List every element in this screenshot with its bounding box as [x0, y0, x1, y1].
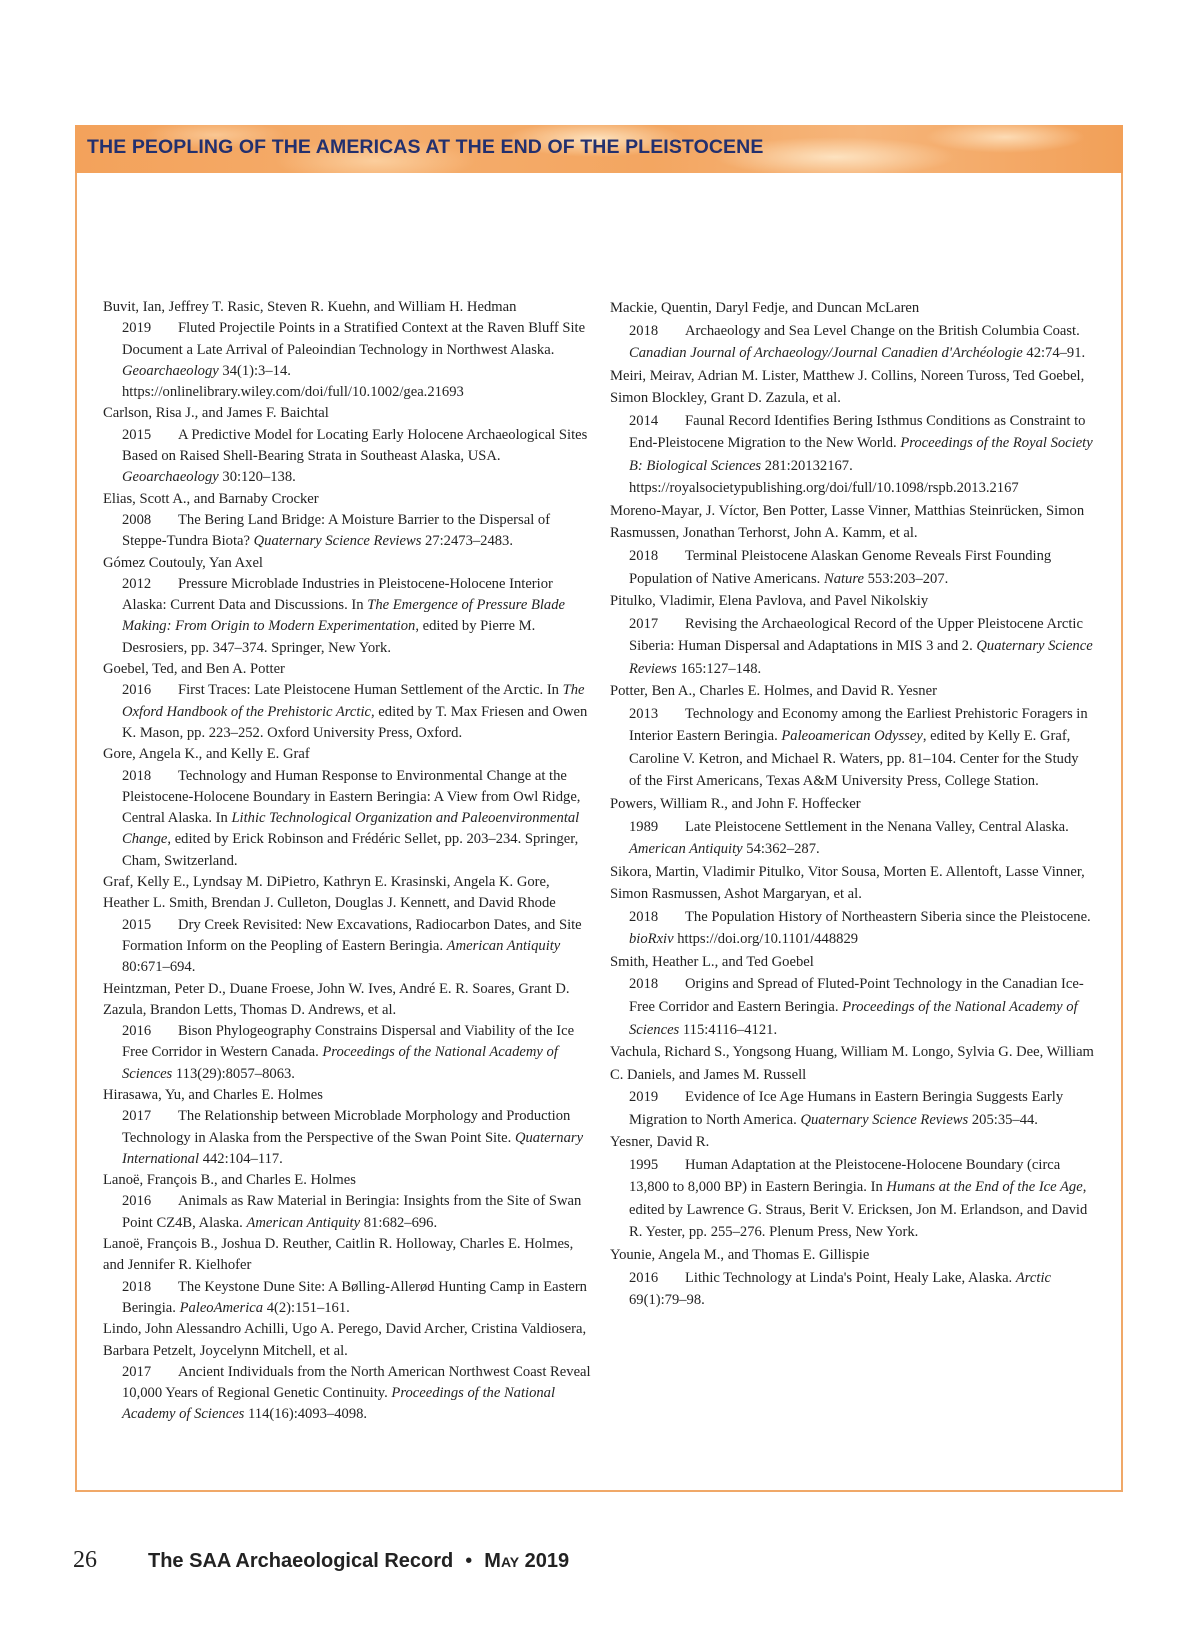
reference-author: Buvit, Ian, Jeffrey T. Rasic, Steven R. Kuehn, and William H. Hedman — [103, 299, 517, 315]
reference-publication — [610, 410, 1094, 500]
reference-author: Pitulko, Vladimir, Elena Pavlova, and Pavel Nikolskiy — [610, 593, 929, 610]
reference-author: Lindo, John Alessandro Achilli, Ugo A. Perego, David Archer, Cristina Valdiosera, Barbara Petzelt, Joycelynn Mitchell, et al. — [103, 1321, 587, 1359]
publication-name: The SAA Archaeological Record — [148, 1550, 454, 1572]
reference-publication — [610, 906, 1094, 951]
reference-details: 81:682–696. — [363, 1214, 438, 1231]
reference-entry — [103, 744, 591, 872]
issue-date: May 2019 — [484, 1550, 570, 1572]
reference-year: 2018 — [629, 976, 659, 993]
reference-entry — [103, 872, 591, 978]
reference-year: 2015 — [122, 916, 152, 933]
reference-entry — [103, 553, 591, 659]
reference-year: 2018 — [629, 548, 659, 565]
reference-publication — [610, 973, 1094, 1041]
reference-entry — [610, 590, 1094, 680]
reference-details: 205:35–44. — [971, 1111, 1038, 1128]
reference-author: Graf, Kelly E., Lyndsay M. DiPietro, Kathryn E. Krasinski, Angela K. Gore, Heather L. Smith, Brendan J. Culleton, Douglas J. Kennett, and David Rhode — [103, 874, 556, 912]
reference-source: Proceedings of the National Academy of Sciences — [629, 998, 1078, 1038]
references-right-column — [610, 297, 1094, 1312]
reference-author: Smith, Heather L., and Ted Goebel — [610, 953, 814, 970]
reference-details: 4(2):151–161. — [266, 1299, 350, 1316]
reference-author: Younie, Angela M., and Thomas E. Gillispie — [610, 1246, 870, 1263]
reference-title: A Predictive Model for Locating Early Holocene Archaeological Sites Based on Raised Shell-Bearing Strata in Southeast Alaska, USA. — [122, 426, 588, 465]
reference-details: 42:74–91. — [1026, 345, 1086, 362]
reference-year: 2019 — [629, 1089, 659, 1106]
reference-publication — [610, 320, 1094, 365]
reference-author: Potter, Ben A., Charles E. Holmes, and David R. Yesner — [610, 683, 937, 700]
page-footer — [73, 1547, 569, 1574]
reference-entry — [610, 951, 1094, 1041]
reference-title: Technology and Economy among the Earliest Prehistoric Foragers in Interior Eastern Beringia. — [629, 705, 1088, 745]
reference-year: 2012 — [122, 575, 152, 592]
reference-year: 2019 — [122, 320, 152, 337]
reference-entry — [610, 861, 1094, 951]
reference-title: Pressure Microblade Industries in Pleistocene-Holocene Interior Alaska: Current Data and Discussions. In — [122, 575, 553, 614]
reference-author: Moreno-Mayar, J. Víctor, Ben Potter, Lasse Vinner, Matthias Steinrücken, Simon Rasmussen, Jonathan Terhorst, John A. Kamm, et al. — [610, 502, 1085, 542]
reference-entry — [103, 1170, 591, 1234]
reference-author: Vachula, Richard S., Yongsong Huang, William M. Longo, Sylvia G. Dee, William C. Daniels, and James M. Russell — [610, 1044, 1094, 1083]
reference-year: 2018 — [629, 908, 659, 925]
reference-source: Quaternary Science Reviews — [629, 638, 1093, 677]
reference-source: Geoarchaeology — [122, 469, 219, 486]
reference-title: The Relationship between Microblade Morphology and Production Technology in Alaska from the Perspective of the Swan Point Site. — [122, 1108, 571, 1146]
reference-year: 2017 — [629, 615, 659, 632]
reference-details: 27:2473–2483. — [425, 533, 513, 550]
footer-bullet: • — [465, 1550, 473, 1572]
reference-author: Elias, Scott A., and Barnaby Crocker — [103, 490, 319, 507]
reference-details: , edited by Kelly E. Graf, Caroline V. Ketron, and Michael R. Waters, pp. 81–104. Center for the Study of the First Americans, Texas A&M University Press, College Station. — [629, 728, 1079, 790]
reference-source: Quaternary International — [122, 1129, 584, 1167]
reference-author: Gore, Angela K., and Kelly E. Graf — [103, 746, 310, 763]
reference-author: Carlson, Risa J., and James F. Baichtal — [103, 405, 329, 422]
reference-details: 113(29):8057–8063. — [175, 1065, 295, 1082]
reference-details: 80:671–694. — [122, 959, 196, 976]
reference-entry — [103, 659, 591, 744]
reference-source: Quaternary Science Reviews — [253, 533, 422, 550]
reference-source: American Antiquity — [446, 937, 561, 954]
reference-details: , edited by Erick Robinson and Frédéric Sellet, pp. 203–234. Springer, Cham, Switzerland. — [122, 831, 579, 869]
reference-details: 69(1):79–98. — [629, 1292, 705, 1309]
reference-author: Sikora, Martin, Vladimir Pitulko, Vitor Sousa, Morten E. Allentoft, Lasse Vinner, Simon Rasmussen, Ashot Margaryan, et al. — [610, 863, 1085, 903]
reference-source: bioRxiv — [629, 931, 674, 948]
reference-source: Proceedings of the National Academy of Sciences — [122, 1385, 556, 1423]
reference-source: The Emergence of Pressure Blade Making: From Origin to Modern Experimentation — [122, 597, 565, 635]
reference-entry — [103, 489, 591, 553]
reference-details: 281:20132167. https://royalsocietypublishing.org/doi/full/10.1098/rspb.2013.2167 — [629, 457, 1019, 497]
reference-entry — [610, 793, 1094, 861]
page-number: 26 — [73, 1547, 97, 1573]
reference-title: The Keystone Dune Site: A Bølling-Allerød Hunting Camp in Eastern Beringia. — [122, 1278, 587, 1316]
reference-source: Quaternary Science Reviews — [800, 1111, 969, 1128]
reference-publication — [610, 1267, 1094, 1312]
reference-source: Arctic — [1015, 1269, 1051, 1286]
reference-entry — [610, 365, 1094, 500]
reference-publication — [103, 1021, 591, 1085]
section-banner — [75, 125, 1123, 173]
reference-publication — [610, 816, 1094, 861]
reference-title: Late Pleistocene Settlement in the Nenana Valley, Central Alaska. — [685, 818, 1069, 835]
reference-details: 114(16):4093–4098. — [248, 1406, 368, 1423]
reference-details: , edited by Pierre M. Desrosiers, pp. 347–374. Springer, New York. — [122, 618, 536, 656]
reference-year: 2008 — [122, 511, 152, 528]
reference-year: 2017 — [122, 1108, 152, 1125]
reference-title: Faunal Record Identifies Bering Isthmus Conditions as Constraint to End-Pleistocene Migration to the New World. — [629, 412, 1086, 452]
references-left-column — [103, 297, 591, 1426]
reference-entry — [103, 1319, 591, 1425]
reference-source: Lithic Technological Organization and Paleoenvironmental Change — [122, 810, 580, 848]
reference-author: Mackie, Quentin, Daryl Fedje, and Duncan McLaren — [610, 300, 920, 316]
reference-source: Geoarchaeology — [122, 362, 219, 379]
reference-author: Goebel, Ted, and Ben A. Potter — [103, 661, 285, 678]
reference-year: 2015 — [122, 426, 152, 443]
reference-details: 165:127–148. — [680, 660, 762, 677]
reference-details: , edited by Lawrence G. Straus, Berit V. Ericksen, Jon M. Erlandson, and David R. Yester, pp. 255–276. Plenum Press, New York. — [629, 1179, 1088, 1241]
reference-publication — [103, 510, 591, 553]
reference-publication — [610, 545, 1094, 590]
reference-publication — [103, 425, 591, 489]
reference-source: Proceedings of the National Academy of Sciences — [122, 1044, 558, 1082]
reference-details: 34(1):3–14. https://onlinelibrary.wiley.com/doi/full/10.1002/gea.21693 — [122, 362, 464, 401]
reference-title: Origins and Spread of Fluted-Point Technology in the Canadian Ice-Free Corridor and Eastern Beringia. — [629, 976, 1084, 1015]
reference-year: 2018 — [629, 322, 659, 339]
reference-source: Canadian Journal of Archaeology/Journal Canadien d'Archéologie — [629, 345, 1023, 362]
reference-entry — [610, 1041, 1094, 1131]
reference-details: 442:104–117. — [202, 1150, 283, 1167]
reference-year: 2016 — [629, 1269, 659, 1286]
reference-title: The Population History of Northeastern Siberia since the Pleistocene. — [685, 908, 1091, 925]
reference-details: https://doi.org/10.1101/448829 — [677, 931, 859, 948]
reference-author: Lanoë, François B., Joshua D. Reuther, Caitlin R. Holloway, Charles E. Holmes, and Jennifer R. Kielhofer — [103, 1236, 574, 1274]
reference-publication — [103, 915, 591, 979]
section-title: THE PEOPLING OF THE AMERICAS AT THE END OF THE PLEISTOCENE — [87, 136, 764, 158]
reference-year: 1995 — [629, 1156, 659, 1173]
reference-publication — [103, 766, 591, 872]
reference-entry — [610, 680, 1094, 793]
reference-details: , edited by T. Max Friesen and Owen K. Mason, pp. 223–252. Oxford University Press, Oxford. — [122, 703, 588, 741]
reference-publication — [610, 1154, 1094, 1244]
reference-title: Archaeology and Sea Level Change on the British Columbia Coast. — [685, 322, 1080, 339]
reference-author: Hirasawa, Yu, and Charles E. Holmes — [103, 1086, 323, 1103]
reference-author: Lanoë, François B., and Charles E. Holmes — [103, 1172, 356, 1189]
reference-year: 2018 — [122, 767, 152, 784]
reference-source: American Antiquity — [246, 1214, 361, 1231]
reference-details: 30:120–138. — [222, 469, 296, 486]
reference-entry — [103, 1234, 591, 1319]
reference-year: 1989 — [629, 818, 659, 835]
reference-publication — [103, 680, 591, 744]
reference-year: 2016 — [122, 682, 152, 699]
reference-source: The Oxford Handbook of the Prehistoric Arctic — [122, 682, 585, 720]
reference-entry — [103, 979, 591, 1085]
reference-entry — [610, 297, 1094, 365]
reference-title: Animals as Raw Material in Beringia: Insights from the Site of Swan Point CZ4B, Alaska. — [122, 1193, 582, 1231]
reference-publication — [103, 1362, 591, 1426]
reference-entry — [103, 403, 591, 488]
reference-title: The Bering Land Bridge: A Moisture Barrier to the Dispersal of Steppe-Tundra Biota? — [122, 511, 551, 550]
reference-author: Heintzman, Peter D., Duane Froese, John W. Ives, André E. R. Soares, Grant D. Zazula, Brandon Letts, Thomas D. Andrews, et al. — [103, 980, 570, 1018]
reference-details: 54:362–287. — [746, 841, 820, 858]
reference-title: Lithic Technology at Linda's Point, Healy Lake, Alaska. — [685, 1269, 1013, 1286]
reference-entry — [610, 1131, 1094, 1244]
reference-author: Meiri, Meirav, Adrian M. Lister, Matthew J. Collins, Noreen Tuross, Ted Goebel, Simon Blockley, Grant D. Zazula, et al. — [610, 367, 1085, 407]
reference-publication — [610, 1086, 1094, 1131]
reference-publication — [103, 1277, 591, 1320]
reference-title: Dry Creek Revisited: New Excavations, Radiocarbon Dates, and Site Formation Inform on the Peopling of Eastern Beringia. — [122, 916, 582, 954]
reference-publication — [610, 613, 1094, 681]
reference-source: Paleoamerican Odyssey — [781, 728, 923, 745]
reference-year: 2016 — [122, 1193, 152, 1210]
reference-title: First Traces: Late Pleistocene Human Settlement of the Arctic. In — [178, 682, 559, 699]
reference-title: Human Adaptation at the Pleistocene-Holocene Boundary (circa 13,800 to 8,000 BP) in Eastern Beringia. In — [629, 1156, 1061, 1196]
reference-publication — [610, 703, 1094, 793]
reference-source: Nature — [823, 570, 864, 587]
reference-title: Ancient Individuals from the North American Northwest Coast Reveal 10,000 Years of Regional Genetic Continuity. — [122, 1363, 591, 1402]
reference-entry — [610, 500, 1094, 590]
reference-title: Evidence of Ice Age Humans in Eastern Beringia Suggests Early Migration to North America. — [629, 1089, 1064, 1128]
reference-title: Revising the Archaeological Record of the Upper Pleistocene Arctic Siberia: Human Dispersal and Adaptations in MIS 3 and 2. — [629, 615, 1083, 655]
reference-year: 2013 — [629, 705, 659, 722]
reference-source: Humans at the End of the Ice Age — [886, 1179, 1083, 1196]
reference-title: Bison Phylogeography Constrains Dispersal and Viability of the Ice Free Corridor in Western Canada. — [122, 1023, 575, 1061]
reference-year: 2018 — [122, 1278, 152, 1295]
reference-publication — [103, 1106, 591, 1170]
reference-author: Yesner, David R. — [610, 1134, 710, 1151]
reference-details: 115:4116–4121. — [682, 1021, 778, 1038]
reference-year: 2017 — [122, 1363, 152, 1380]
reference-source: Proceedings of the Royal Society B: Biological Sciences — [629, 435, 1093, 474]
reference-title: Technology and Human Response to Environmental Change at the Pleistocene-Holocene Boundary in Eastern Beringia: A View from Owl Ridge, Central Alaska. In — [122, 767, 581, 827]
reference-publication — [103, 1191, 591, 1234]
reference-publication — [103, 318, 591, 403]
reference-details: 553:203–207. — [867, 570, 949, 587]
reference-title: Terminal Pleistocene Alaskan Genome Reveals First Founding Population of Native Americans. — [629, 548, 1052, 587]
reference-author: Powers, William R., and John F. Hoffecker — [610, 796, 861, 813]
reference-year: 2016 — [122, 1023, 152, 1040]
reference-title: Fluted Projectile Points in a Stratified Context at the Raven Bluff Site Document a Late Arrival of Paleoindian Technology in Northwest Alaska. — [122, 320, 586, 358]
reference-author: Gómez Coutouly, Yan Axel — [103, 554, 263, 571]
reference-publication — [103, 574, 591, 659]
reference-year: 2014 — [629, 412, 659, 429]
reference-entry — [103, 1085, 591, 1170]
reference-entry — [103, 297, 591, 403]
reference-source: American Antiquity — [629, 841, 743, 858]
reference-source: PaleoAmerica — [179, 1299, 264, 1316]
reference-entry — [610, 1244, 1094, 1312]
